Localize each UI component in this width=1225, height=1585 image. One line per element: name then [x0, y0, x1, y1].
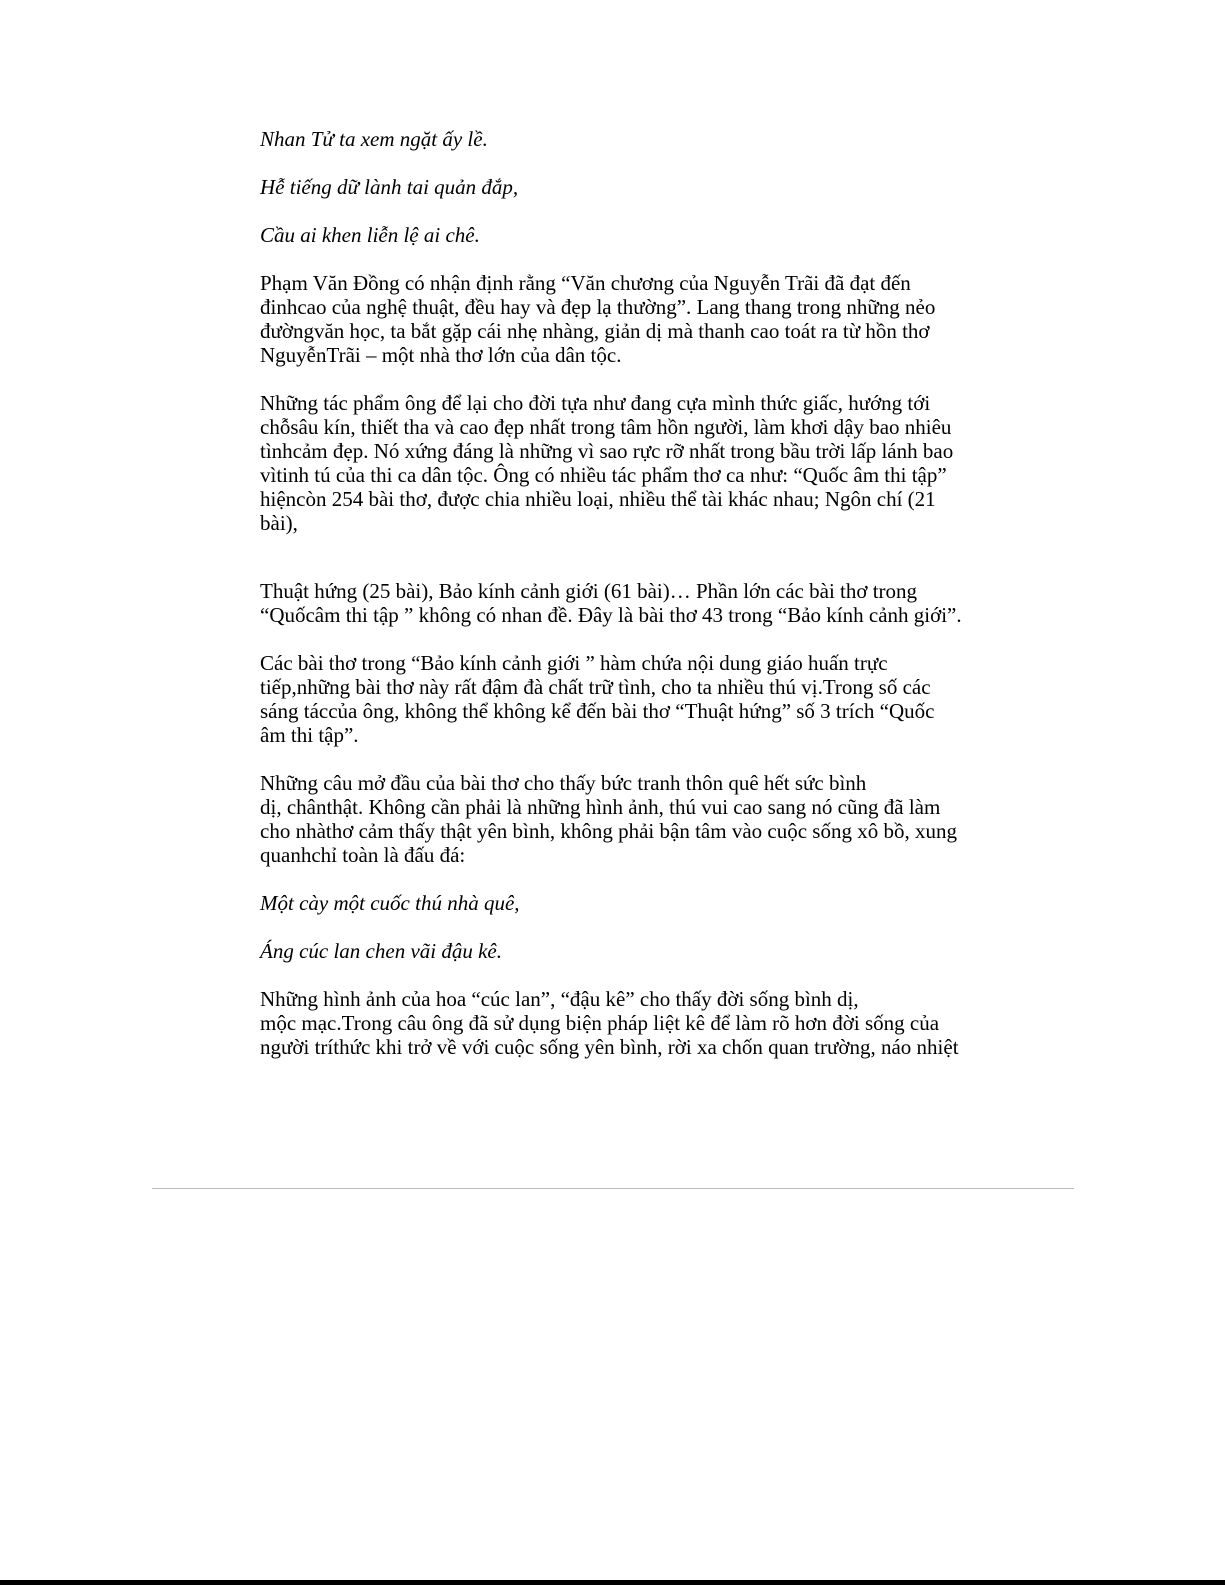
verse-line-block — [260, 223, 980, 247]
block-spacer — [260, 627, 980, 651]
block-spacer — [260, 199, 980, 223]
document-body — [260, 127, 980, 1059]
verse-line: Áng cúc lan chen vãi đậu kê. — [260, 939, 502, 963]
paragraph-line: mộc mạc.Trong câu ông đã sử dụng biện pháp liệt kê để làm rõ hơn đời sống của — [260, 1011, 940, 1035]
paragraph-line: Thuật hứng (25 bài), Bảo kính cảnh giới (61 bài)… Phần lớn các bài thơ trong — [260, 579, 918, 603]
paragraph — [260, 651, 980, 747]
paragraph-line: quanhchỉ toàn là đấu đá: — [260, 843, 466, 867]
paragraph-line: Những tác phẩm ông để lại cho đời tựa như đang cựa mình thức giấc, hướng tới — [260, 391, 931, 415]
block-spacer — [260, 963, 980, 987]
verse-line: Nhan Tử ta xem ngặt ấy lề. — [260, 127, 488, 151]
block-spacer — [260, 915, 980, 939]
paragraph — [260, 987, 980, 1059]
paragraph — [260, 271, 980, 367]
paragraph-line: NguyễnTrãi – một nhà thơ lớn của dân tộc. — [260, 343, 622, 367]
paragraph — [260, 771, 980, 867]
verse-line-block — [260, 891, 980, 915]
block-spacer — [260, 747, 980, 771]
paragraph-line: dị, chânthật. Không cần phải là những hình ảnh, thú vui cao sang nó cũng đã làm — [260, 795, 941, 819]
paragraph-line: người tríthức khi trở về với cuộc sống yên bình, rời xa chốn quan trường, náo nhiệt — [260, 1035, 959, 1059]
paragraph-line: bài), — [260, 511, 298, 535]
paragraph — [260, 391, 980, 535]
verse-line-block — [260, 175, 980, 199]
paragraph-line: tìnhcảm đẹp. Nó xứng đáng là những vì sao rực rỡ nhất trong bầu trời lấp lánh bao — [260, 439, 954, 463]
verse-line-block — [260, 939, 980, 963]
verse-line: Cầu ai khen liễn lệ ai chê. — [260, 223, 480, 247]
paragraph-line: vìtinh tú của thi ca dân tộc. Ông có nhiều tác phẩm thơ ca như: “Quốc âm thi tập” — [260, 463, 947, 487]
paragraph-line: đinhcao của nghệ thuật, đều hay và đẹp lạ thường”. Lang thang trong những nẻo — [260, 295, 936, 319]
block-spacer — [260, 867, 980, 891]
paragraph-line: “Quốcâm thi tập ” không có nhan đề. Đây là bài thơ 43 trong “Bảo kính cảnh giới”. — [260, 603, 962, 627]
paragraph-line: âm thi tập”. — [260, 723, 359, 747]
verse-line: Một cày một cuốc thú nhà quê, — [260, 891, 520, 915]
paragraph-line: đườngvăn học, ta bắt gặp cái nhẹ nhàng, giản dị mà thanh cao toát ra từ hồn thơ — [260, 319, 930, 343]
paragraph-line: Các bài thơ trong “Bảo kính cảnh giới ” hàm chứa nội dung giáo huấn trực — [260, 651, 888, 675]
block-spacer — [260, 151, 980, 175]
paragraph-line: Những hình ảnh của hoa “cúc lan”, “đậu kê” cho thấy đời sống bình dị, — [260, 987, 859, 1011]
paragraph-line: Phạm Văn Đồng có nhận định rằng “Văn chương của Nguyễn Trãi đã đạt đến — [260, 271, 911, 295]
verse-line: Hễ tiếng dữ lành tai quản đắp, — [260, 175, 519, 199]
paragraph-line: Những câu mở đầu của bài thơ cho thấy bức tranh thôn quê hết sức bình — [260, 771, 867, 795]
block-spacer — [260, 535, 980, 579]
page-divider — [152, 1188, 1074, 1189]
paragraph — [260, 579, 980, 627]
page-bottom-edge — [0, 1580, 1225, 1585]
paragraph-line: sáng táccủa ông, không thể không kể đến bài thơ “Thuật hứng” số 3 trích “Quốc — [260, 699, 935, 723]
paragraph-line: tiếp,những bài thơ này rất đậm đà chất trữ tình, cho ta nhiều thú vị.Trong số các — [260, 675, 931, 699]
verse-line-block — [260, 127, 980, 151]
paragraph-line: hiệncòn 254 bài thơ, được chia nhiều loại, nhiều thể tài khác nhau; Ngôn chí (21 — [260, 487, 936, 511]
block-spacer — [260, 367, 980, 391]
paragraph-line: chỗsâu kín, thiết tha và cao đẹp nhất trong tâm hồn người, làm khơi dậy bao nhiêu — [260, 415, 952, 439]
block-spacer — [260, 247, 980, 271]
paragraph-line: cho nhàthơ cảm thấy thật yên bình, không phải bận tâm vào cuộc sống xô bồ, xung — [260, 819, 957, 843]
